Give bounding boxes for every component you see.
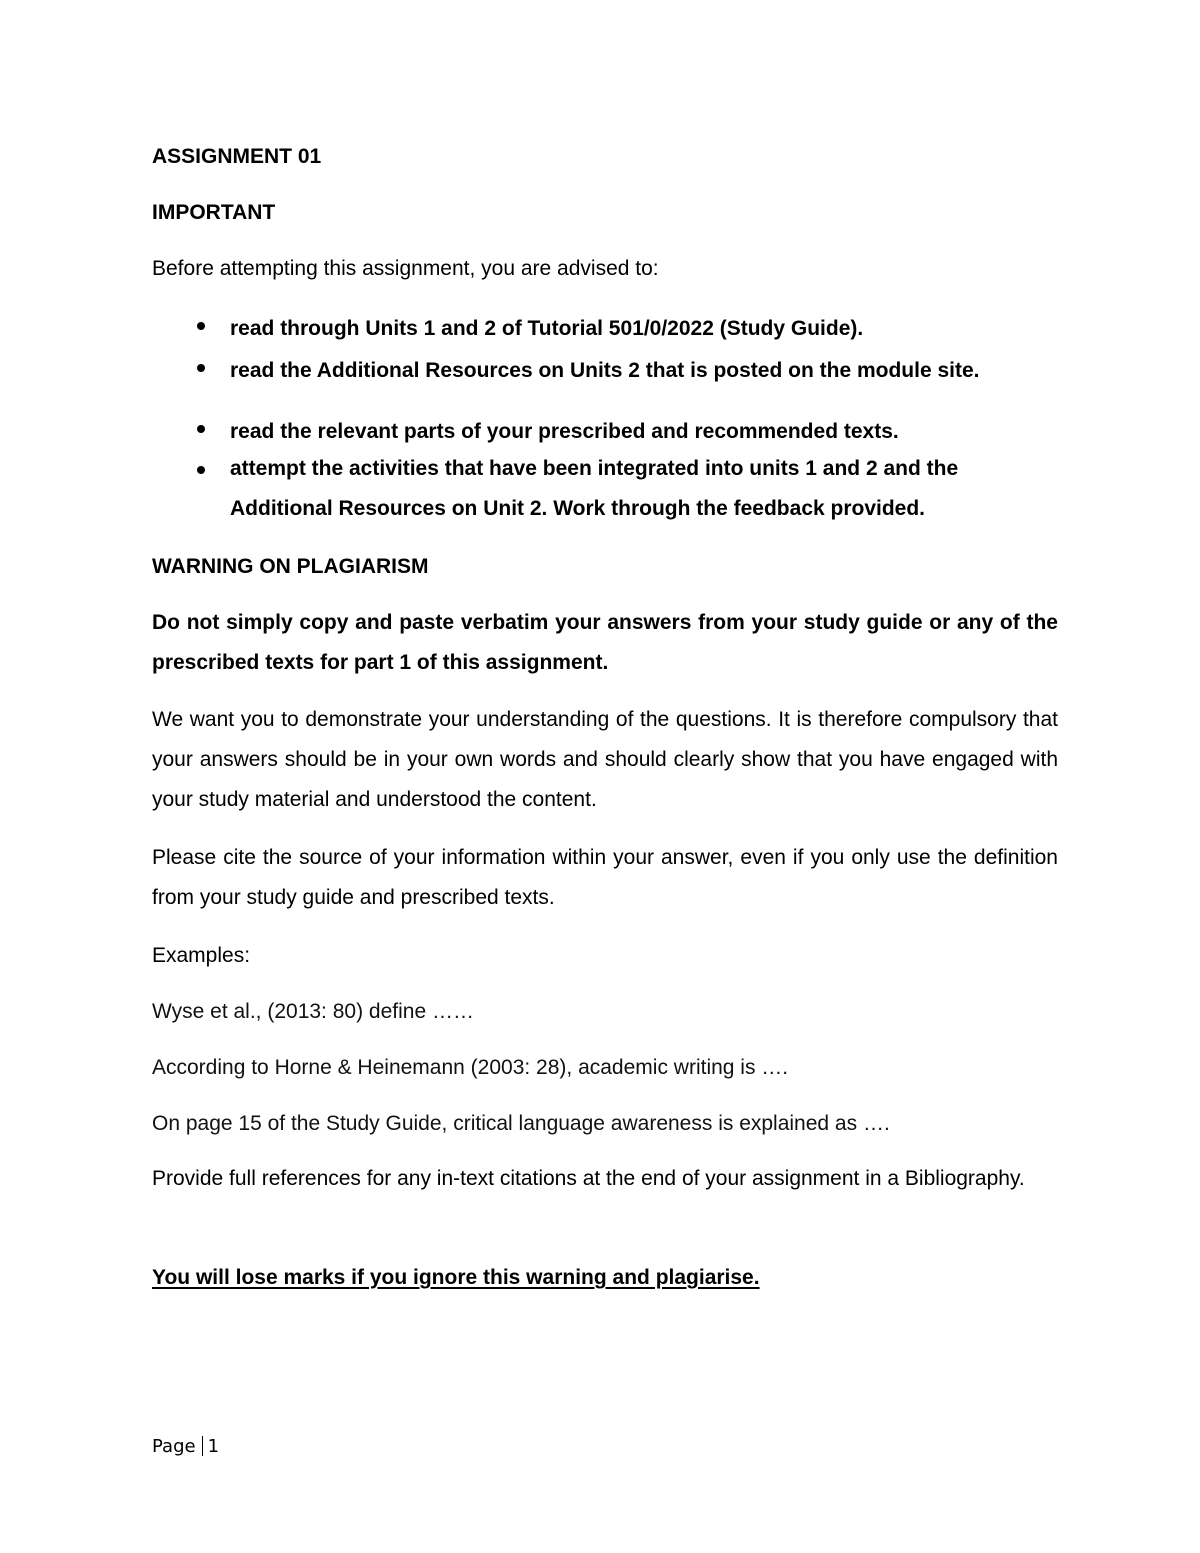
page-number: 1 bbox=[207, 1436, 220, 1457]
bullet-item: read through Units 1 and 2 of Tutorial 501/0/2022 (Study Guide). bbox=[230, 317, 864, 340]
warning-heading: WARNING ON PLAGIARISM bbox=[152, 555, 429, 578]
bullet-icon bbox=[197, 322, 205, 330]
important-heading: IMPORTANT bbox=[152, 201, 276, 224]
example-item: According to Horne & Heinemann (2003: 28), academic writing is …. bbox=[152, 1056, 789, 1079]
examples-label: Examples: bbox=[152, 944, 251, 967]
warning-bold-paragraph: Do not simply copy and paste verbatim your answers from your study guide or any of the prescribed texts for part 1 of this assignment. bbox=[152, 611, 1058, 674]
references-paragraph: Provide full references for any in-text citations at the end of your assignment in a Bibliography. bbox=[152, 1167, 1025, 1190]
footer-separator bbox=[202, 1436, 203, 1456]
bullet-item: attempt the activities that have been integrated into units 1 and 2 and the Additional Resources on Unit 2. Work through the feedback provided. bbox=[230, 457, 959, 520]
example-item: Wyse et al., (2013: 80) define …… bbox=[152, 1000, 474, 1023]
intro-text: Before attempting this assignment, you are advised to: bbox=[152, 257, 659, 280]
bullet-item: read the relevant parts of your prescribed and recommended texts. bbox=[230, 420, 899, 443]
assignment-title: ASSIGNMENT 01 bbox=[152, 145, 322, 168]
bullet-icon bbox=[197, 364, 205, 372]
cite-paragraph: Please cite the source of your information within your answer, even if you only use the definition from your study guide and prescribed texts. bbox=[152, 846, 1058, 909]
bullet-item: read the Additional Resources on Units 2 that is posted on the module site. bbox=[230, 359, 980, 382]
page-label: Page bbox=[152, 1436, 196, 1457]
bullet-icon bbox=[197, 425, 205, 433]
example-item: On page 15 of the Study Guide, critical language awareness is explained as …. bbox=[152, 1112, 890, 1135]
page-footer bbox=[152, 1436, 219, 1457]
final-warning: You will lose marks if you ignore this warning and plagiarise. bbox=[152, 1266, 760, 1289]
understanding-paragraph: We want you to demonstrate your understanding of the questions. It is therefore compulsory that your answers should be in your own words and should clearly show that you have engaged with your study material and understood the content. bbox=[152, 708, 1058, 811]
bullet-icon bbox=[197, 466, 205, 474]
